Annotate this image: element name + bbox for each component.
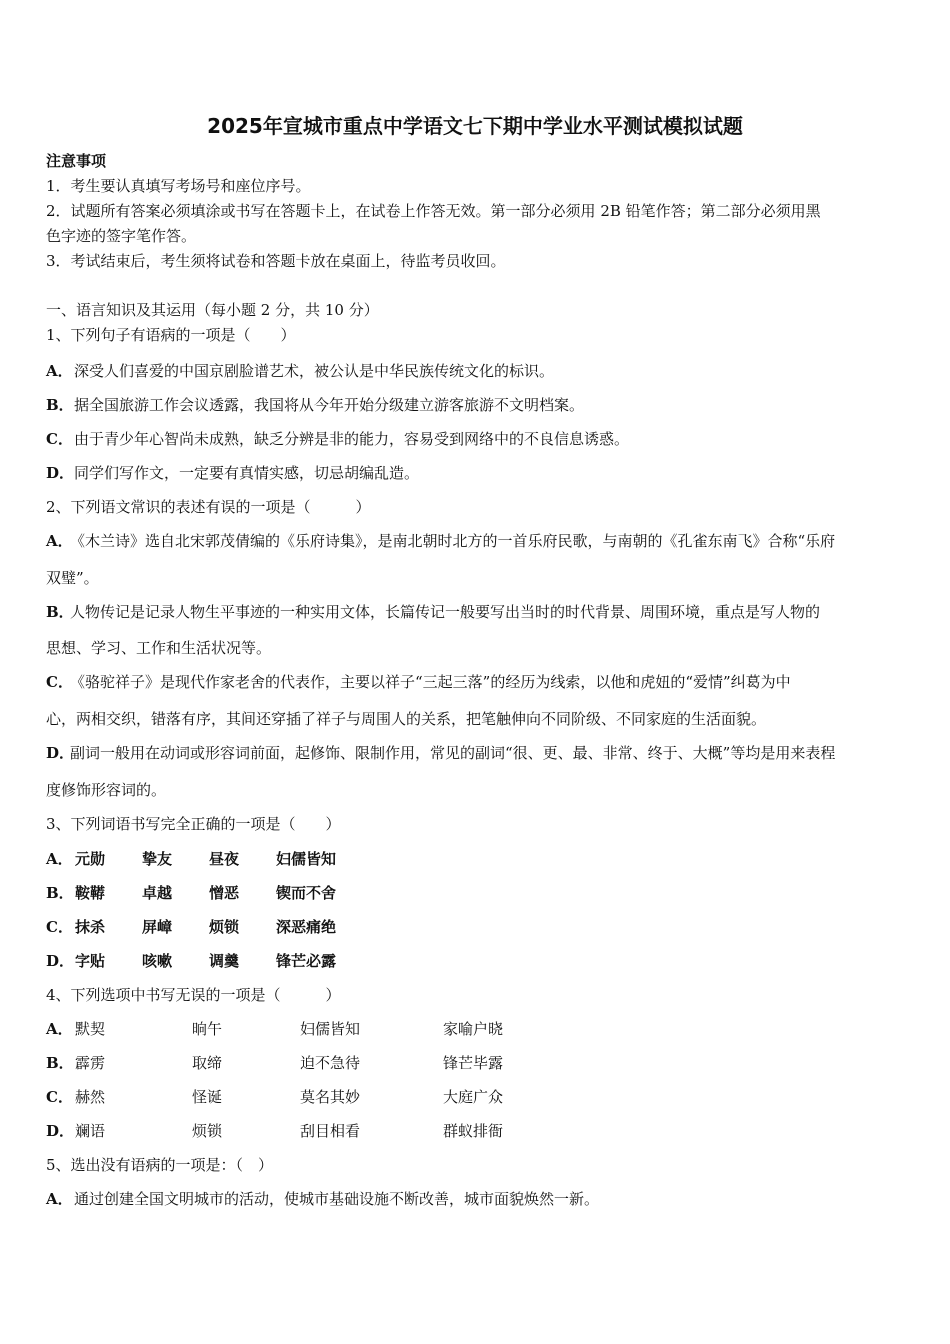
option-label: D．: [46, 1122, 75, 1140]
option-text: 《木兰诗》选自北宋郭茂倩编的《乐府诗集》，是南北朝时北方的一首乐府民歌，与南朝的《孔雀东南飞》合称“乐府: [70, 532, 836, 550]
option-label: B．: [46, 1054, 74, 1072]
option-word: 赫然: [75, 1088, 106, 1106]
option: [46, 360, 906, 382]
option-label: A．: [46, 532, 73, 550]
option-continuation: 双璧”。: [46, 569, 99, 587]
option-word: 莫名其妙: [300, 1088, 361, 1106]
option-word: 元勋: [75, 850, 106, 868]
option-continuation: 思想、学习、工作和生活状况等。: [46, 639, 272, 657]
option-text: 通过创建全国文明城市的活动，使城市基础设施不断改善，城市面貌焕然一新。: [74, 1190, 600, 1208]
option-word: 鞍鞯: [75, 884, 106, 902]
option-label: C．: [46, 918, 73, 936]
option-label: D．: [46, 464, 75, 482]
option: [46, 742, 906, 764]
option-word: 抹杀: [75, 918, 106, 936]
option-word: 群蚁排衙: [443, 1122, 504, 1140]
option-word: 锋芒必露: [276, 952, 337, 970]
option-word: 昼夜: [209, 850, 240, 868]
option-word: 咳嗽: [142, 952, 173, 970]
option-label: B．: [46, 396, 74, 414]
option-word: 卓越: [142, 884, 173, 902]
option-text: 副词一般用在动词或形容词前面，起修饰、限制作用，常见的副词“很、更、最、非常、终于、大概”等均是用来表程: [70, 744, 836, 762]
option-continuation: 心，两相交织，错落有序，其间还穿插了祥子与周围人的关系，把笔触伸向不同阶级、不同家庭的生活面貌。: [46, 710, 767, 728]
option-word: 怪诞: [192, 1088, 223, 1106]
option-text: 《骆驼祥子》是现代作家老舍的代表作，主要以祥子“三起三落”的经历为线索，以他和虎妞的“爱情”纠葛为中: [70, 673, 791, 691]
option-word: 妇儒皆知: [276, 850, 337, 868]
option-word: 迫不急待: [300, 1054, 361, 1072]
option: [46, 1188, 906, 1210]
option-word: 大庭广众: [443, 1088, 504, 1106]
option-label: A．: [46, 1020, 73, 1038]
option-word: 妇儒皆知: [300, 1020, 361, 1038]
question-stem: 1、下列句子有语病的一项是（ ）: [46, 326, 296, 344]
section-heading: 一、语言知识及其运用（每小题 2 分，共 10 分）: [46, 301, 379, 319]
option: [46, 530, 906, 552]
option: [46, 428, 906, 450]
question-stem: 2、下列语文常识的表述有误的一项是（ ）: [46, 498, 371, 516]
option-word: 憎恶: [209, 884, 240, 902]
option-label: B．: [46, 603, 74, 621]
option-word: 斓语: [75, 1122, 106, 1140]
option-label: C．: [46, 673, 73, 691]
option-word: 屏嶂: [142, 918, 173, 936]
question-stem: 5、选出没有语病的一项是：（ ）: [46, 1156, 274, 1174]
option-word: 锲而不舍: [276, 884, 337, 902]
option: [46, 394, 906, 416]
option-text: 同学们写作文，一定要有真情实感，切忌胡编乱造。: [74, 464, 420, 482]
option-word: 锋芒毕露: [443, 1054, 504, 1072]
option-text: 据全国旅游工作会议透露，我国将从今年开始分级建立游客旅游不文明档案。: [74, 396, 585, 414]
option-word: 挚友: [142, 850, 173, 868]
option-word: 家喻户晓: [443, 1020, 504, 1038]
notice-item: 色字迹的签字笔作答。: [46, 227, 197, 245]
option-label: A．: [46, 362, 73, 380]
option-label: D．: [46, 952, 75, 970]
option: [46, 671, 906, 693]
option-label: D．: [46, 744, 75, 762]
question-stem: 3、下列词语书写完全正确的一项是（ ）: [46, 815, 341, 833]
option-text: 由于青少年心智尚未成熟，缺乏分辨是非的能力，容易受到网络中的不良信息诱惑。: [74, 430, 630, 448]
option-label: A．: [46, 1190, 73, 1208]
option-word: 烦锁: [192, 1122, 223, 1140]
option-label: A．: [46, 850, 73, 868]
option-word: 字贴: [75, 952, 106, 970]
option-word: 取缔: [192, 1054, 223, 1072]
option-word: 深恶痛绝: [276, 918, 337, 936]
notice-item: 3．考试结束后，考生须将试卷和答题卡放在桌面上，待监考员收回。: [46, 252, 506, 270]
option-word: 霹雳: [75, 1054, 106, 1072]
option-text: 人物传记是记录人物生平事迹的一种实用文体，长篇传记一般要写出当时的时代背景、周围环境，重点是写人物的: [70, 603, 821, 621]
option-word: 默契: [75, 1020, 106, 1038]
notice-item: 1．考生要认真填写考场号和座位序号。: [46, 177, 311, 195]
option-word: 刮目相看: [300, 1122, 361, 1140]
page-title: 2025年宣城市重点中学语文七下期中学业水平测试模拟试题: [207, 114, 743, 138]
option-text: 深受人们喜爱的中国京剧脸谱艺术，被公认是中华民族传统文化的标识。: [74, 362, 555, 380]
notice-item: 2．试题所有答案必须填涂或书写在答题卡上，在试卷上作答无效。第一部分必须用 2B 铅笔作答；第二部分必须用黑: [46, 202, 821, 220]
option-label: C．: [46, 430, 73, 448]
option-word: 晌午: [192, 1020, 223, 1038]
option-word: 调羹: [209, 952, 240, 970]
option-word: 烦锁: [209, 918, 240, 936]
option: [46, 601, 906, 623]
notice-heading: 注意事项: [46, 152, 107, 170]
option-label: B．: [46, 884, 74, 902]
option: [46, 462, 906, 484]
option-label: C．: [46, 1088, 73, 1106]
question-stem: 4、下列选项中书写无误的一项是（ ）: [46, 986, 341, 1004]
option-continuation: 度修饰形容词的。: [46, 781, 167, 799]
